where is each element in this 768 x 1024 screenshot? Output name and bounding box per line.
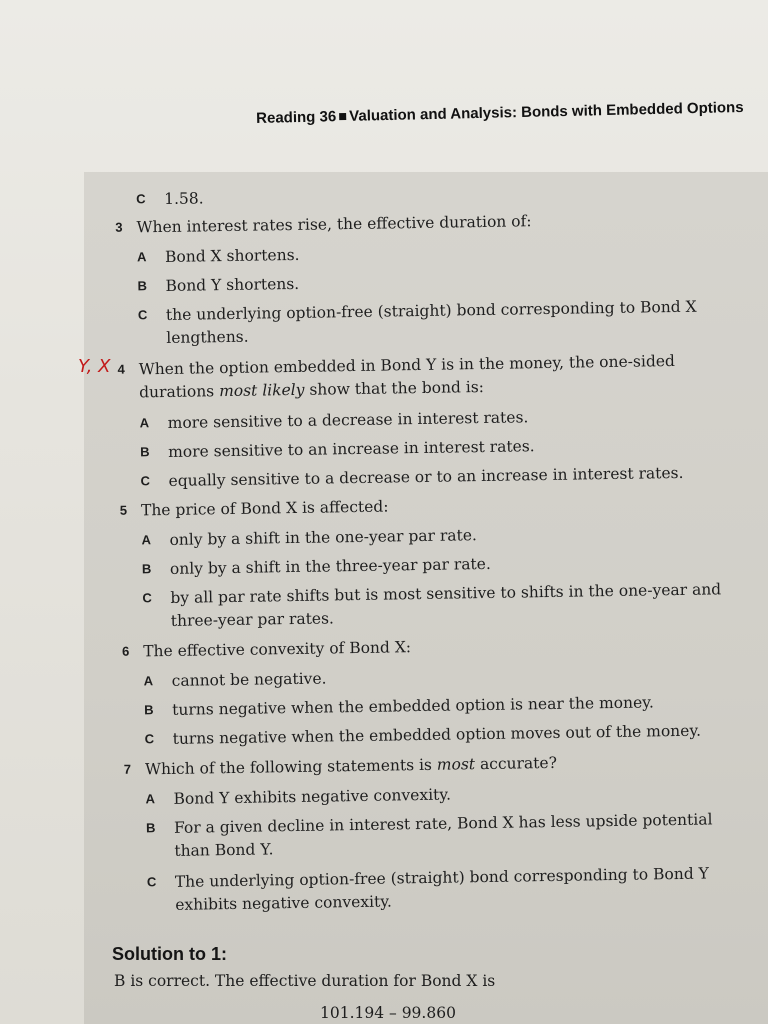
option-letter: B <box>137 278 148 294</box>
question-number: 4 <box>117 361 125 377</box>
question-number: 3 <box>115 219 123 235</box>
reading-title: Valuation and Analysis: Bonds with Embedded Options <box>349 98 744 125</box>
option-letter: C <box>146 874 157 890</box>
option-letter: B <box>145 820 156 836</box>
option-text: three-year par rates. <box>170 609 335 630</box>
question-text: When the option embedded in Bond Y is in the money, the one-sided <box>138 351 676 379</box>
option-letter: A <box>141 532 152 548</box>
option-letter: C <box>140 473 151 489</box>
option-letter: C <box>144 731 155 747</box>
option-text: the underlying option-free (straight) bond corresponding to Bond X <box>165 297 697 324</box>
option-text: equally sensitive to a decrease or to an increase in interest rates. <box>168 463 684 490</box>
option-text: cannot be negative. <box>171 669 327 690</box>
option-text: Bond X shortens. <box>164 245 300 266</box>
option-text: more sensitive to a decrease in interest rates. <box>167 408 529 432</box>
solution-heading: Solution to 1: <box>112 944 227 964</box>
solution-text: B is correct. The effective duration for Bond X is <box>114 972 496 990</box>
option-text: than Bond Y. <box>174 840 274 860</box>
question-text: The price of Bond X is affected: <box>140 497 389 520</box>
option-text: turns negative when the embedded option is near the money. <box>172 693 654 719</box>
question-text: durations most likely show that the bond is: <box>139 377 485 402</box>
formula-numerator: 101.194 – 99.860 <box>320 1004 456 1022</box>
option-text: For a given decline in interest rate, Bond X has less upside potential <box>173 810 713 837</box>
option-text: 1.58. <box>164 189 204 208</box>
option-letter: C <box>137 307 148 323</box>
option-letter: C <box>136 191 146 207</box>
question-number: 6 <box>121 643 130 659</box>
option-letter: A <box>143 673 154 689</box>
handwritten-mark: Y, X <box>78 356 111 377</box>
option-letter: B <box>144 702 154 718</box>
option-letter: C <box>142 590 152 606</box>
option-text: Bond Y shortens. <box>165 274 300 295</box>
question-text: When interest rates rise, the effective duration of: <box>136 212 532 237</box>
question-text: Which of the following statements is most accurate? <box>144 753 558 779</box>
option-text: turns negative when the embedded option moves out of the money. <box>172 721 702 748</box>
option-letter: B <box>141 561 152 577</box>
emphasis: most likely <box>218 380 305 401</box>
question-text: The effective convexity of Bond X: <box>143 638 412 661</box>
option-letter: A <box>145 791 156 807</box>
option-text: exhibits negative convexity. <box>175 892 393 914</box>
option-text: lengthens. <box>166 327 249 347</box>
option-text: by all par rate shifts but is most sensitive to shifts in the one-year and <box>170 580 722 607</box>
square-bullet-icon <box>339 112 346 119</box>
option-letter: A <box>136 249 147 265</box>
option-text: Bond Y exhibits negative convexity. <box>173 785 452 808</box>
option-text: only by a shift in the three-year par rate. <box>169 554 491 578</box>
option-text: only by a shift in the one-year par rate. <box>169 526 478 549</box>
question-number: 5 <box>119 502 128 518</box>
reading-number: Reading 36 <box>256 108 337 127</box>
option-text: The underlying option-free (straight) bond corresponding to Bond Y <box>174 864 709 891</box>
emphasis: most <box>436 755 476 774</box>
option-text: more sensitive to an increase in interest rates. <box>167 437 535 461</box>
option-letter: A <box>139 415 150 431</box>
option-letter: B <box>140 444 150 460</box>
question-number: 7 <box>123 761 132 777</box>
